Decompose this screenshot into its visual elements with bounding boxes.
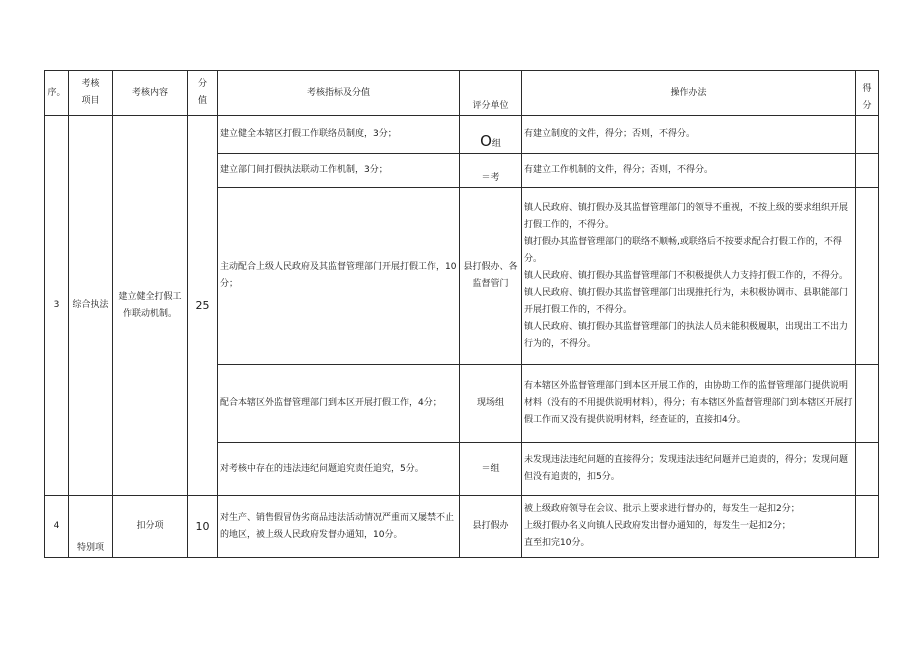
method-cell: 被上级政府领导在会议、批示上要求进行督办的，每发生一起扣2分； 上级打假办名义向镇人民政府发出督办通知的，每发生一起扣2分； 直至扣完10分。: [522, 496, 856, 558]
section3-score: 25: [188, 116, 218, 496]
indicator-cell: 建立健全本辖区打假工作联络员制度，3分；: [218, 116, 460, 154]
points-cell: [856, 116, 879, 154]
section4-content: 扣分项: [113, 496, 188, 558]
section3-content: 建立健全打假工作联动机制。: [113, 116, 188, 496]
method-cell: 镇人民政府、镇打假办及其监督管理部门的领导不重视，不按上级的要求组织开展打假工作的，不得分。 镇打假办其监督管理部门的联络不顺畅,或联络后不按要求配合打假工作的，不得分。 镇人民政府、镇打假办其监督管理部门不积极提供人力支持打假工作的，不得分。 镇人民政府、镇打假办其监督管理部门出现推托行为，未积极协调市、县职能部门开展打假工作的，不得分。 镇人民政府、镇打假办其监督管理部门的执法人员未能积极履职，出现出工不出力行为的，不得分。: [522, 188, 856, 365]
method-cell: 有建立制度的文件，得分；否则，不得分。: [522, 116, 856, 154]
unit-cell: 现场组: [460, 365, 522, 443]
section4-score: 10: [188, 496, 218, 558]
header-row: [45, 71, 879, 116]
unit-cell: ＝组: [460, 443, 522, 496]
section4-item: 特别项: [69, 496, 113, 558]
header-unit: 评分单位: [460, 71, 522, 116]
points-cell: [856, 365, 879, 443]
unit-cell: O组: [460, 116, 522, 154]
points-cell: [856, 154, 879, 188]
section4-seq: 4: [45, 496, 69, 558]
points-cell: [856, 443, 879, 496]
header-indicator: 考核指标及分值: [218, 71, 460, 116]
section3-item: 综合执法: [69, 116, 113, 496]
header-seq: 序。: [45, 71, 69, 116]
unit-cell: 县打假办: [460, 496, 522, 558]
header-points: 得 分: [856, 71, 879, 116]
assessment-table: [44, 70, 879, 558]
table-row: [45, 496, 879, 558]
section3-seq: 3: [45, 116, 69, 496]
method-cell: 未发现违法违纪问题的直接得分；发现违法违纪问题并已追责的，得分；发现问题但没有追责的，扣5分。: [522, 443, 856, 496]
unit-cell: 县打假办、各监督管门: [460, 188, 522, 365]
header-item: 考核 项目: [69, 71, 113, 116]
method-cell: 有建立工作机制的文件，得分；否则，不得分。: [522, 154, 856, 188]
method-cell: 有本辖区外监督管理部门到本区开展工作的，由协助工作的监督管理部门提供说明材料（没有的不用提供说明材料），得分；有本辖区外监督管理部门到本辖区开展打假工作而又没有提供说明材料，经查证的，直接扣4分。: [522, 365, 856, 443]
header-score: 分 值: [188, 71, 218, 116]
points-cell: [856, 188, 879, 365]
header-method: 操作办法: [522, 71, 856, 116]
indicator-cell: 对生产、销售假冒伪劣商品违法活动情况严重而又屡禁不止的地区，被上级人民政府发督办通知，10分。: [218, 496, 460, 558]
indicator-cell: 建立部门间打假执法联动工作机制，3分；: [218, 154, 460, 188]
table-row: [45, 116, 879, 154]
points-cell: [856, 496, 879, 558]
indicator-cell: 配合本辖区外监督管理部门到本区开展打假工作，4分；: [218, 365, 460, 443]
unit-cell: ＝考: [460, 154, 522, 188]
header-content: 考核内容: [113, 71, 188, 116]
indicator-cell: 主动配合上级人民政府及其监督管理部门开展打假工作，10分；: [218, 188, 460, 365]
indicator-cell: 对考核中存在的违法违纪问题追究责任追究，5分。: [218, 443, 460, 496]
